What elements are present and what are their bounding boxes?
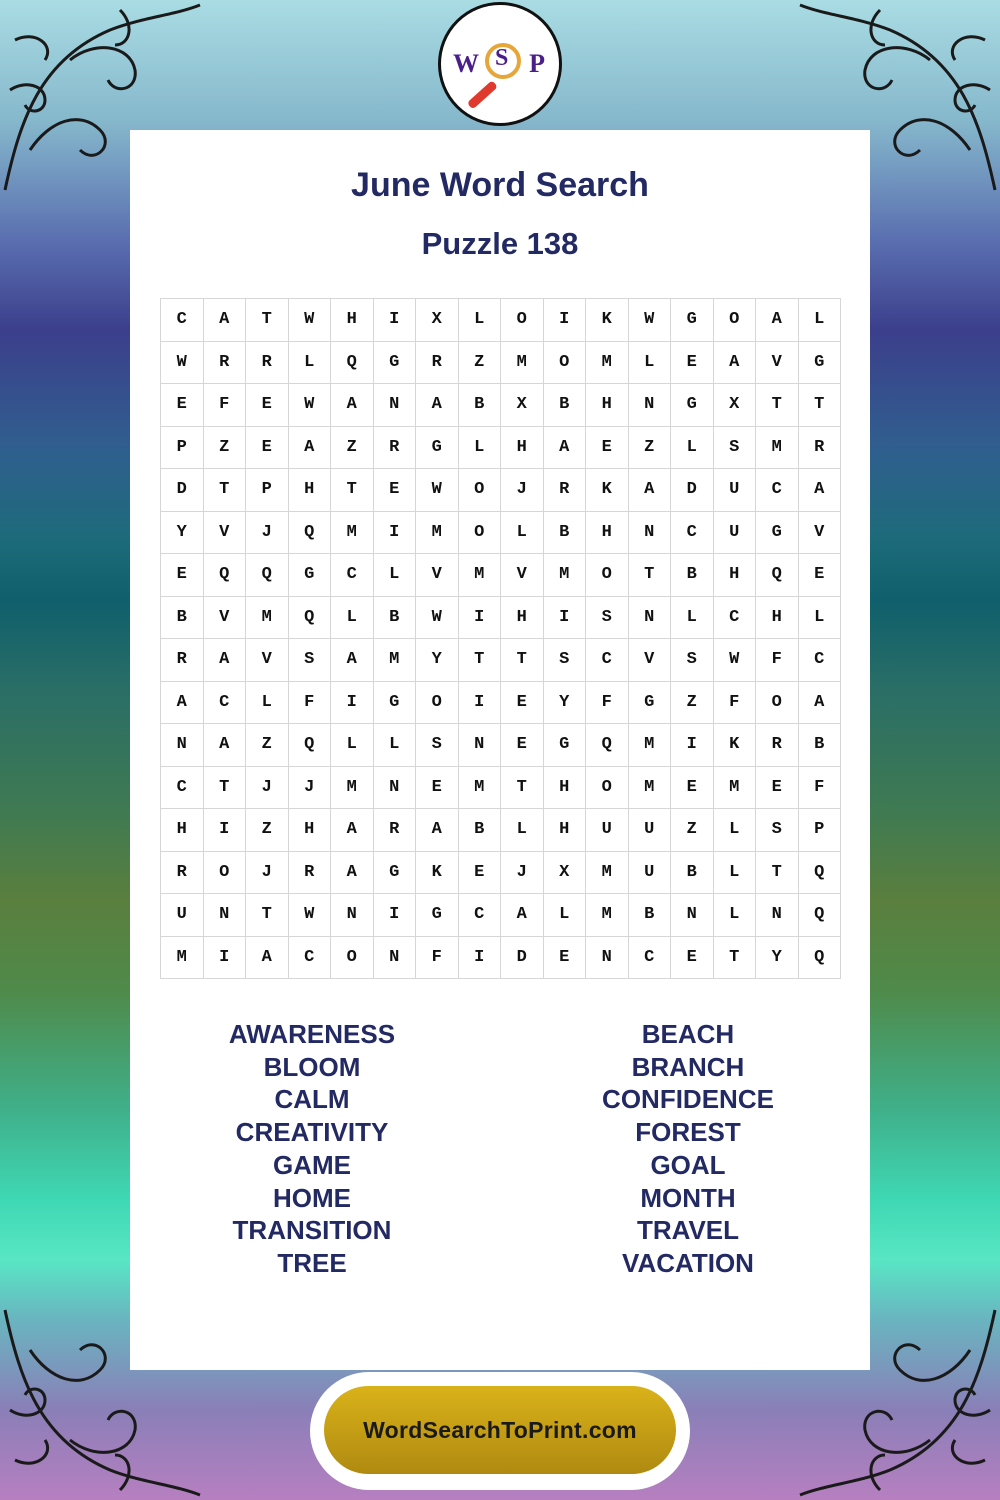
grid-cell[interactable]: G — [374, 342, 417, 385]
grid-cell[interactable]: G — [416, 894, 459, 937]
grid-cell[interactable]: V — [416, 554, 459, 597]
grid-cell[interactable]: W — [416, 469, 459, 512]
grid-cell[interactable]: P — [161, 427, 204, 470]
grid-cell[interactable]: M — [501, 342, 544, 385]
grid-cell[interactable]: G — [374, 852, 417, 895]
grid-cell[interactable]: A — [246, 937, 289, 980]
grid-cell[interactable]: T — [501, 767, 544, 810]
grid-cell[interactable]: M — [161, 937, 204, 980]
grid-cell[interactable]: Q — [331, 342, 374, 385]
grid-cell[interactable]: E — [756, 767, 799, 810]
grid-cell[interactable]: A — [331, 639, 374, 682]
grid-cell[interactable]: A — [204, 639, 247, 682]
grid-cell[interactable]: E — [501, 682, 544, 725]
grid-cell[interactable]: M — [459, 767, 502, 810]
grid-cell[interactable]: M — [586, 894, 629, 937]
grid-cell[interactable]: M — [544, 554, 587, 597]
grid-cell[interactable]: H — [756, 597, 799, 640]
grid-cell[interactable]: T — [246, 299, 289, 342]
grid-cell[interactable]: N — [629, 597, 672, 640]
grid-cell[interactable]: Q — [246, 554, 289, 597]
grid-cell[interactable]: L — [501, 512, 544, 555]
grid-cell[interactable]: L — [246, 682, 289, 725]
grid-cell[interactable]: H — [289, 469, 332, 512]
grid-cell[interactable]: Q — [289, 724, 332, 767]
grid-cell[interactable]: R — [204, 342, 247, 385]
grid-cell[interactable]: I — [204, 809, 247, 852]
grid-cell[interactable]: I — [331, 682, 374, 725]
grid-cell[interactable]: P — [246, 469, 289, 512]
puzzle-card — [130, 130, 870, 1370]
grid-cell[interactable]: B — [161, 597, 204, 640]
word-list-item: CALM — [274, 1084, 350, 1115]
grid-cell[interactable]: M — [331, 512, 374, 555]
word-list-right — [538, 1018, 838, 1280]
grid-cell[interactable]: U — [586, 809, 629, 852]
grid-cell[interactable]: L — [459, 299, 502, 342]
grid-cell[interactable]: E — [671, 767, 714, 810]
grid-cell[interactable]: I — [374, 894, 417, 937]
grid-cell[interactable]: B — [459, 809, 502, 852]
grid-cell[interactable]: Q — [799, 937, 842, 980]
grid-cell[interactable]: Y — [544, 682, 587, 725]
grid-cell[interactable]: F — [586, 682, 629, 725]
grid-cell[interactable]: L — [799, 299, 842, 342]
grid-cell[interactable]: B — [671, 852, 714, 895]
grid-cell[interactable]: O — [586, 554, 629, 597]
grid-cell[interactable]: N — [374, 937, 417, 980]
grid-cell[interactable]: Z — [331, 427, 374, 470]
grid-cell[interactable]: A — [204, 299, 247, 342]
grid-cell[interactable]: T — [629, 554, 672, 597]
grid-cell[interactable]: A — [799, 469, 842, 512]
page-title: June Word Search — [351, 166, 649, 204]
grid-cell[interactable]: A — [756, 299, 799, 342]
grid-cell[interactable]: E — [671, 937, 714, 980]
grid-cell[interactable]: O — [204, 852, 247, 895]
grid-cell[interactable]: M — [416, 512, 459, 555]
grid-cell[interactable]: T — [714, 937, 757, 980]
grid-cell[interactable]: S — [671, 639, 714, 682]
grid-cell[interactable]: W — [289, 894, 332, 937]
grid-cell[interactable]: B — [374, 597, 417, 640]
grid-cell[interactable]: O — [544, 342, 587, 385]
grid-cell[interactable]: M — [714, 767, 757, 810]
grid-cell[interactable]: R — [374, 809, 417, 852]
grid-cell[interactable]: Z — [246, 724, 289, 767]
grid-cell[interactable]: H — [586, 384, 629, 427]
grid-cell[interactable]: D — [161, 469, 204, 512]
grid-cell[interactable]: H — [714, 554, 757, 597]
grid-cell[interactable]: Q — [799, 894, 842, 937]
magnifier-handle — [467, 80, 498, 109]
grid-cell[interactable]: K — [586, 469, 629, 512]
grid-cell[interactable]: A — [161, 682, 204, 725]
grid-cell[interactable]: U — [629, 852, 672, 895]
grid-cell[interactable]: P — [799, 809, 842, 852]
logo-letter-p: P — [529, 49, 545, 78]
grid-cell[interactable]: J — [501, 469, 544, 512]
grid-cell[interactable]: S — [416, 724, 459, 767]
grid-cell[interactable]: T — [246, 894, 289, 937]
grid-cell[interactable]: S — [714, 427, 757, 470]
grid-cell[interactable]: R — [544, 469, 587, 512]
grid-cell[interactable]: F — [756, 639, 799, 682]
grid-cell[interactable]: K — [714, 724, 757, 767]
grid-cell[interactable]: H — [586, 512, 629, 555]
grid-cell[interactable]: V — [756, 342, 799, 385]
grid-cell[interactable]: Q — [289, 512, 332, 555]
grid-cell[interactable]: Z — [204, 427, 247, 470]
grid-cell[interactable]: S — [544, 639, 587, 682]
site-link-button[interactable] — [324, 1386, 676, 1474]
grid-cell[interactable]: L — [374, 554, 417, 597]
grid-cell[interactable]: L — [289, 342, 332, 385]
grid-cell[interactable]: T — [799, 384, 842, 427]
grid-cell[interactable]: R — [756, 724, 799, 767]
grid-cell[interactable]: G — [544, 724, 587, 767]
grid-cell[interactable]: R — [799, 427, 842, 470]
footer-banner — [310, 1372, 690, 1490]
word-list-item: BRANCH — [631, 1051, 745, 1082]
grid-cell[interactable]: A — [331, 809, 374, 852]
grid-cell[interactable]: N — [204, 894, 247, 937]
grid-cell[interactable]: A — [629, 469, 672, 512]
grid-cell[interactable]: L — [501, 809, 544, 852]
grid-cell[interactable]: R — [374, 427, 417, 470]
puzzle-number: Puzzle 138 — [421, 226, 579, 261]
grid-cell[interactable]: V — [501, 554, 544, 597]
word-list-item: FOREST — [635, 1117, 741, 1148]
logo-letter-w: W — [453, 49, 479, 78]
grid-cell[interactable]: K — [586, 299, 629, 342]
grid-cell[interactable]: I — [374, 299, 417, 342]
grid-cell[interactable]: B — [544, 512, 587, 555]
grid-cell[interactable]: Q — [586, 724, 629, 767]
grid-cell[interactable]: S — [756, 809, 799, 852]
grid-cell[interactable]: L — [459, 427, 502, 470]
grid-cell[interactable]: M — [586, 852, 629, 895]
grid-cell[interactable]: E — [544, 937, 587, 980]
grid-cell[interactable]: A — [416, 384, 459, 427]
grid-cell[interactable]: J — [289, 767, 332, 810]
grid-cell[interactable]: C — [671, 512, 714, 555]
grid-cell[interactable]: M — [246, 597, 289, 640]
grid-cell[interactable]: H — [501, 427, 544, 470]
grid-cell[interactable]: E — [586, 427, 629, 470]
grid-cell[interactable]: G — [756, 512, 799, 555]
grid-cell[interactable]: M — [459, 554, 502, 597]
grid-cell[interactable]: B — [459, 384, 502, 427]
site-link-text: WordSearchToPrint.com — [363, 1416, 637, 1443]
grid-cell[interactable]: E — [246, 384, 289, 427]
grid-cell[interactable]: Z — [246, 809, 289, 852]
grid-cell[interactable]: L — [714, 809, 757, 852]
grid-cell[interactable]: V — [204, 597, 247, 640]
grid-cell[interactable]: X — [544, 852, 587, 895]
word-list-item: BEACH — [641, 1019, 735, 1049]
grid-cell[interactable]: C — [331, 554, 374, 597]
grid-cell[interactable]: S — [586, 597, 629, 640]
grid-cell[interactable]: V — [799, 512, 842, 555]
grid-cell[interactable]: Z — [671, 809, 714, 852]
grid-cell[interactable]: O — [501, 299, 544, 342]
grid-cell[interactable]: C — [629, 937, 672, 980]
grid-cell[interactable]: C — [756, 469, 799, 512]
grid-cell[interactable]: C — [459, 894, 502, 937]
grid-cell[interactable]: C — [714, 597, 757, 640]
grid-cell[interactable]: G — [671, 299, 714, 342]
grid-cell[interactable]: G — [289, 554, 332, 597]
grid-cell[interactable]: W — [289, 384, 332, 427]
grid-cell[interactable]: U — [714, 512, 757, 555]
grid-cell[interactable]: N — [629, 512, 672, 555]
grid-cell[interactable]: N — [374, 384, 417, 427]
grid-cell[interactable]: H — [289, 809, 332, 852]
grid-cell[interactable]: D — [501, 937, 544, 980]
grid-cell[interactable]: T — [756, 384, 799, 427]
grid-cell[interactable]: X — [416, 299, 459, 342]
grid-cell[interactable]: U — [629, 809, 672, 852]
word-list-item: BLOOM — [263, 1051, 361, 1082]
grid-cell[interactable]: J — [246, 852, 289, 895]
grid-cell[interactable]: A — [714, 342, 757, 385]
grid-cell[interactable]: O — [586, 767, 629, 810]
grid-cell[interactable]: B — [544, 384, 587, 427]
grid-cell[interactable]: N — [629, 384, 672, 427]
grid-cell[interactable]: M — [374, 639, 417, 682]
grid-cell[interactable]: A — [289, 427, 332, 470]
grid-cell[interactable]: T — [459, 639, 502, 682]
grid-cell[interactable]: T — [501, 639, 544, 682]
grid-cell[interactable]: V — [204, 512, 247, 555]
grid-cell[interactable]: G — [799, 342, 842, 385]
grid-cell[interactable]: N — [586, 937, 629, 980]
grid-cell[interactable]: H — [544, 809, 587, 852]
grid-cell[interactable]: G — [629, 682, 672, 725]
grid-cell[interactable]: C — [799, 639, 842, 682]
grid-cell[interactable]: F — [416, 937, 459, 980]
grid-cell[interactable]: L — [331, 724, 374, 767]
grid-cell[interactable]: C — [289, 937, 332, 980]
grid-cell[interactable]: Q — [756, 554, 799, 597]
grid-cell[interactable]: W — [289, 299, 332, 342]
grid-cell[interactable]: E — [161, 384, 204, 427]
grid-cell[interactable]: R — [161, 639, 204, 682]
grid-cell[interactable]: D — [671, 469, 714, 512]
grid-cell[interactable]: A — [204, 724, 247, 767]
grid-cell[interactable]: Y — [416, 639, 459, 682]
grid-cell[interactable]: U — [714, 469, 757, 512]
grid-cell[interactable]: J — [501, 852, 544, 895]
grid-cell[interactable]: I — [374, 512, 417, 555]
grid-cell[interactable]: X — [501, 384, 544, 427]
word-list-item: GAME — [273, 1149, 351, 1180]
grid-cell[interactable]: I — [544, 597, 587, 640]
grid-cell[interactable]: C — [161, 299, 204, 342]
grid-cell[interactable]: E — [161, 554, 204, 597]
grid-cell[interactable]: R — [289, 852, 332, 895]
word-list-item: HOME — [273, 1182, 351, 1213]
grid-cell[interactable]: Y — [756, 937, 799, 980]
grid-cell[interactable]: B — [629, 894, 672, 937]
grid-cell[interactable]: L — [799, 597, 842, 640]
grid-cell[interactable]: O — [416, 682, 459, 725]
grid-cell[interactable]: L — [714, 852, 757, 895]
grid-cell[interactable]: M — [629, 767, 672, 810]
grid-cell[interactable]: L — [671, 597, 714, 640]
grid-cell[interactable]: T — [756, 852, 799, 895]
word-list-item: CONFIDENCE — [602, 1084, 774, 1115]
grid-cell[interactable]: O — [714, 299, 757, 342]
grid-cell[interactable]: V — [246, 639, 289, 682]
grid-cell[interactable]: E — [501, 724, 544, 767]
grid-cell[interactable]: N — [756, 894, 799, 937]
grid-cell[interactable]: E — [459, 852, 502, 895]
grid-cell[interactable]: O — [459, 512, 502, 555]
grid-cell[interactable]: T — [331, 469, 374, 512]
grid-cell[interactable]: N — [459, 724, 502, 767]
grid-cell[interactable]: H — [501, 597, 544, 640]
grid-cell[interactable]: Y — [161, 512, 204, 555]
grid-cell[interactable]: F — [289, 682, 332, 725]
grid-cell[interactable]: W — [161, 342, 204, 385]
grid-cell[interactable]: I — [671, 724, 714, 767]
grid-cell[interactable]: M — [331, 767, 374, 810]
grid-cell[interactable]: E — [246, 427, 289, 470]
grid-cell[interactable]: A — [331, 384, 374, 427]
logo-letter-s: S — [495, 45, 509, 71]
grid-cell[interactable]: A — [544, 427, 587, 470]
grid-cell[interactable]: C — [586, 639, 629, 682]
grid-cell[interactable]: W — [416, 597, 459, 640]
grid-cell[interactable]: Z — [671, 682, 714, 725]
grid-cell[interactable]: N — [374, 767, 417, 810]
grid-cell[interactable]: H — [544, 767, 587, 810]
grid-cell[interactable]: G — [671, 384, 714, 427]
grid-cell[interactable]: O — [756, 682, 799, 725]
grid-cell[interactable]: W — [714, 639, 757, 682]
grid-cell[interactable]: W — [629, 299, 672, 342]
grid-cell[interactable]: Z — [629, 427, 672, 470]
grid-cell[interactable]: O — [459, 469, 502, 512]
grid-cell[interactable]: B — [799, 724, 842, 767]
grid-cell[interactable]: R — [161, 852, 204, 895]
grid-cell[interactable]: K — [416, 852, 459, 895]
grid-cell[interactable]: I — [544, 299, 587, 342]
grid-cell[interactable]: G — [374, 682, 417, 725]
grid-cell[interactable]: U — [161, 894, 204, 937]
grid-cell[interactable]: Q — [799, 852, 842, 895]
grid-cell[interactable]: C — [161, 767, 204, 810]
word-list-item: TREE — [277, 1247, 347, 1278]
grid-cell[interactable]: J — [246, 512, 289, 555]
grid-cell[interactable]: N — [331, 894, 374, 937]
grid-cell[interactable]: E — [671, 342, 714, 385]
grid-cell[interactable]: R — [246, 342, 289, 385]
grid-cell[interactable]: Z — [459, 342, 502, 385]
grid-cell[interactable]: J — [246, 767, 289, 810]
grid-cell[interactable]: T — [204, 767, 247, 810]
grid-cell[interactable]: Q — [289, 597, 332, 640]
grid-cell[interactable]: R — [416, 342, 459, 385]
grid-cell[interactable]: L — [671, 427, 714, 470]
grid-cell[interactable]: S — [289, 639, 332, 682]
grid-cell[interactable]: F — [714, 682, 757, 725]
grid-cell[interactable]: L — [544, 894, 587, 937]
grid-cell[interactable]: H — [331, 299, 374, 342]
grid-cell[interactable]: G — [416, 427, 459, 470]
grid-cell[interactable]: E — [799, 554, 842, 597]
grid-cell[interactable]: N — [671, 894, 714, 937]
word-list-item: VACATION — [622, 1247, 754, 1278]
word-list-item: MONTH — [640, 1182, 736, 1213]
grid-cell[interactable]: I — [459, 682, 502, 725]
grid-cell[interactable]: E — [416, 767, 459, 810]
grid-cell[interactable]: Q — [204, 554, 247, 597]
grid-cell[interactable]: V — [629, 639, 672, 682]
grid-cell[interactable]: B — [671, 554, 714, 597]
grid-cell[interactable]: I — [204, 937, 247, 980]
grid-cell[interactable]: X — [714, 384, 757, 427]
grid-cell[interactable]: N — [161, 724, 204, 767]
grid-cell[interactable]: L — [331, 597, 374, 640]
grid-cell[interactable]: A — [501, 894, 544, 937]
word-list-item: GOAL — [650, 1149, 726, 1180]
grid-cell[interactable]: M — [586, 342, 629, 385]
grid-cell[interactable]: T — [204, 469, 247, 512]
grid-cell[interactable]: M — [629, 724, 672, 767]
word-list-left — [162, 1018, 462, 1280]
grid-cell[interactable]: I — [459, 937, 502, 980]
grid-cell[interactable]: F — [204, 384, 247, 427]
grid-cell[interactable]: O — [331, 937, 374, 980]
grid-cell[interactable]: C — [204, 682, 247, 725]
grid-cell[interactable]: L — [374, 724, 417, 767]
grid-cell[interactable]: I — [459, 597, 502, 640]
grid-cell[interactable]: A — [416, 809, 459, 852]
grid-cell[interactable]: F — [799, 767, 842, 810]
word-list-item: AWARENESS — [228, 1019, 396, 1049]
word-list-item: TRAVEL — [636, 1215, 740, 1246]
grid-cell[interactable]: E — [374, 469, 417, 512]
wsp-logo[interactable] — [438, 2, 562, 126]
word-list-item: TRANSITION — [232, 1215, 392, 1246]
grid-cell[interactable]: L — [714, 894, 757, 937]
grid-cell[interactable]: M — [756, 427, 799, 470]
grid-cell[interactable]: H — [161, 809, 204, 852]
grid-cell[interactable]: A — [331, 852, 374, 895]
grid-cell[interactable]: L — [629, 342, 672, 385]
letter-grid — [160, 298, 841, 979]
grid-cell[interactable]: A — [799, 682, 842, 725]
word-list-item: CREATIVITY — [235, 1117, 389, 1148]
